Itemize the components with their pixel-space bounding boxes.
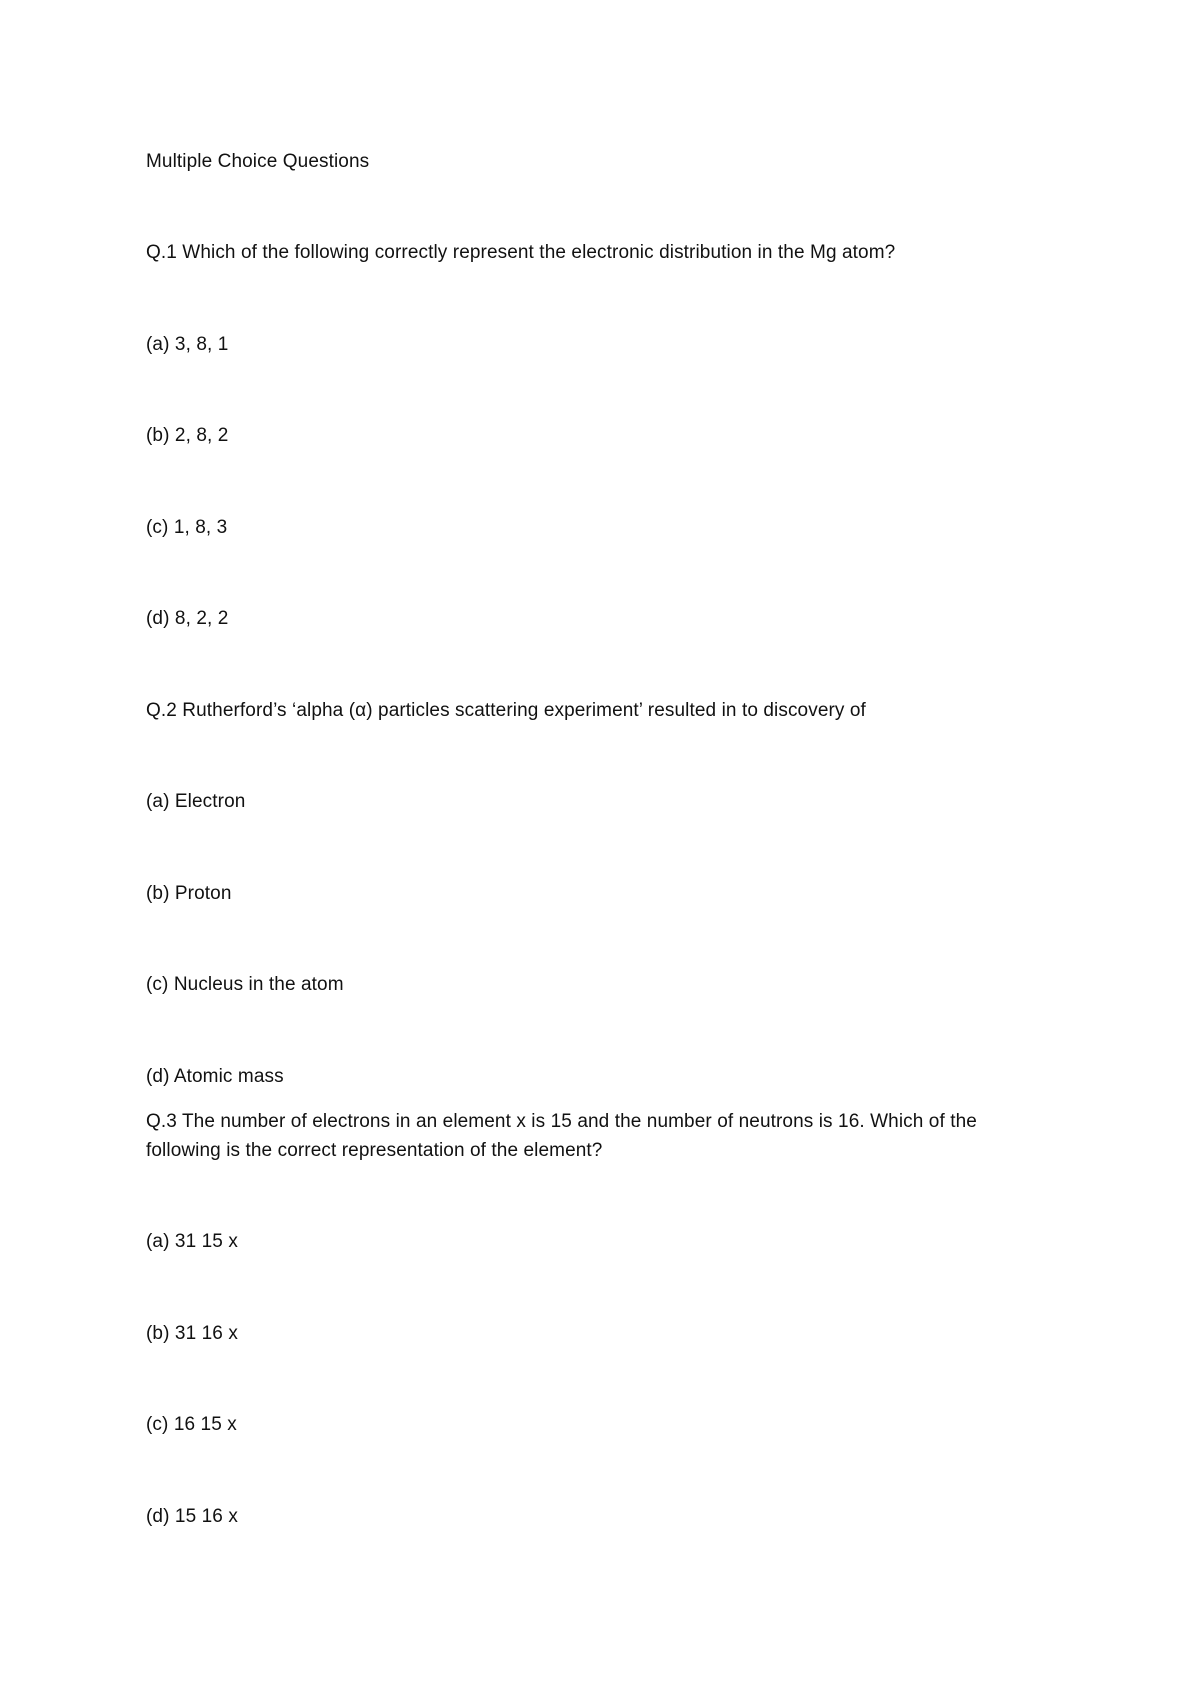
question-2-text: Q.2 Rutherford’s ‘alpha (α) particles scattering experiment’ resulted in to discovery of [146, 700, 866, 721]
question-3-option-d: (d) 15 16 x [146, 1506, 238, 1527]
question-3-option-b: (b) 31 16 x [146, 1323, 238, 1344]
question-3-option-c: (c) 16 15 x [146, 1414, 237, 1435]
question-3-option-a: (a) 31 15 x [146, 1231, 238, 1252]
question-3-text-line-2: following is the correct representation of the element? [146, 1140, 603, 1161]
question-2-option-c: (c) Nucleus in the atom [146, 974, 344, 995]
question-2-option-b: (b) Proton [146, 883, 232, 904]
question-1-option-b: (b) 2, 8, 2 [146, 425, 229, 446]
question-2-option-a: (a) Electron [146, 791, 246, 812]
page-heading: Multiple Choice Questions [146, 151, 370, 172]
question-1-text: Q.1 Which of the following correctly represent the electronic distribution in the Mg atom? [146, 242, 896, 263]
question-1-option-d: (d) 8, 2, 2 [146, 608, 229, 629]
question-1-option-a: (a) 3, 8, 1 [146, 334, 229, 355]
question-1-option-c: (c) 1, 8, 3 [146, 517, 228, 538]
question-2-option-d: (d) Atomic mass [146, 1066, 284, 1087]
question-3-text-line-1: Q.3 The number of electrons in an element x is 15 and the number of neutrons is 16. Which of the [146, 1111, 977, 1132]
